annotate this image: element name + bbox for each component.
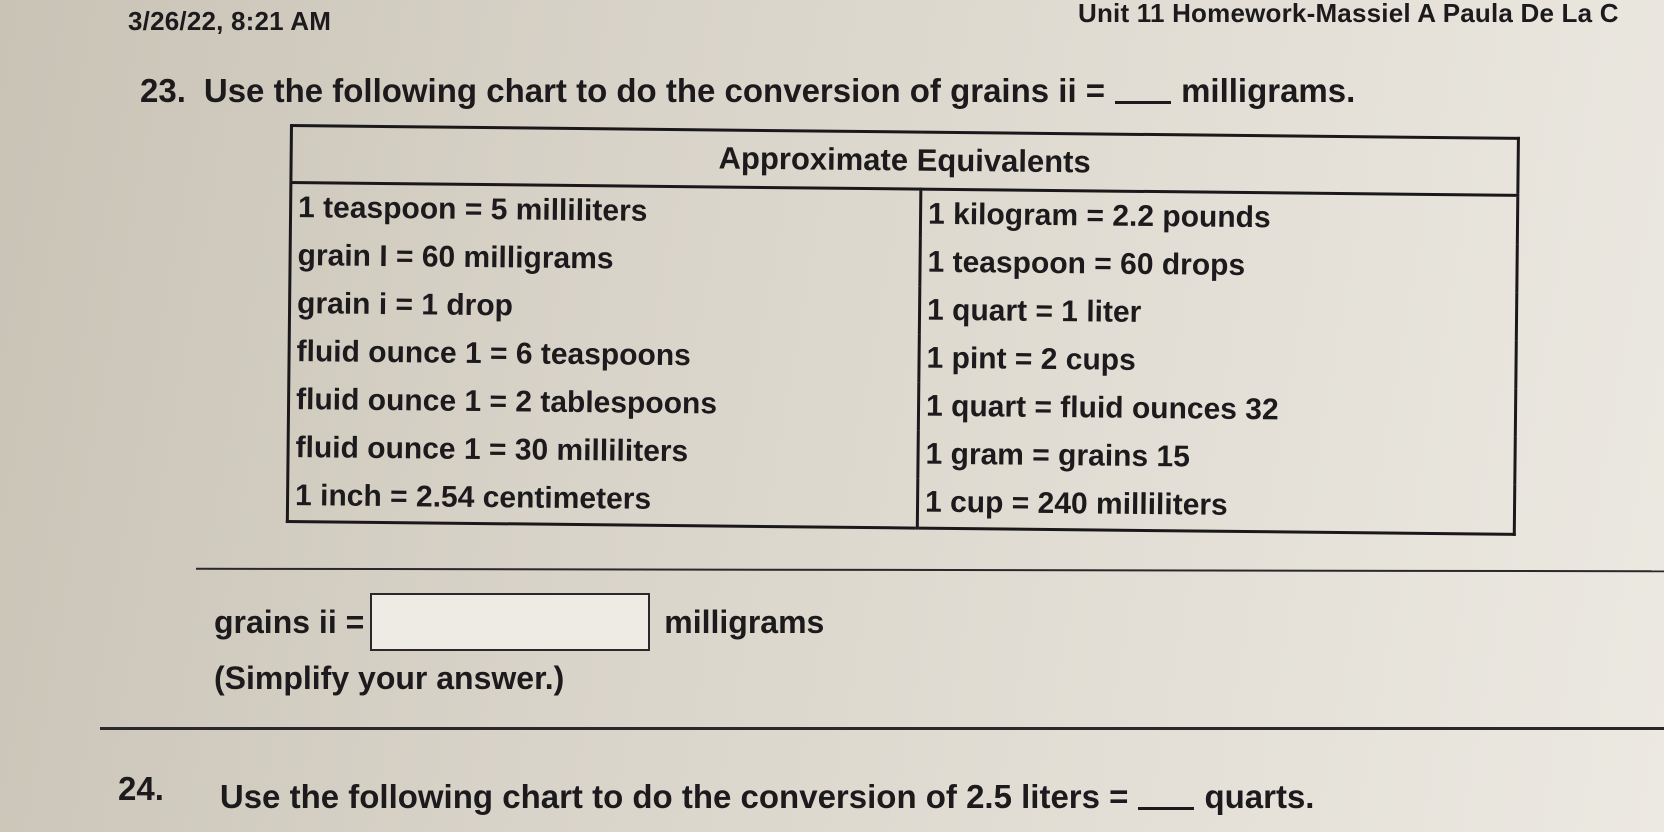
equivalence-right: 1 kilogram = 2.2 pounds xyxy=(927,197,1271,235)
equivalence-right: 1 quart = 1 liter xyxy=(926,293,1142,329)
document-title: Unit 11 Homework-Massiel A Paula De La C xyxy=(1078,0,1619,28)
question-text: Use the following chart to do the conversion of 2.5 liters = xyxy=(219,778,1129,815)
question-unit: milligrams. xyxy=(1181,72,1356,109)
question-unit: quarts. xyxy=(1204,778,1315,815)
equivalence-left: fluid ounce 1 = 2 tablespoons xyxy=(288,376,918,431)
equivalence-left: fluid ounce 1 = 6 teaspoons xyxy=(289,328,919,383)
divider xyxy=(196,568,1664,573)
equivalence-right: 1 teaspoon = 60 drops xyxy=(927,245,1246,283)
equivalence-left: fluid ounce 1 = 30 milliliters xyxy=(288,424,918,479)
equivalence-left: 1 inch = 2.54 centimeters xyxy=(287,472,917,528)
print-timestamp: 3/26/22, 8:21 AM xyxy=(128,6,332,36)
equivalence-left: grain I = 60 milligrams xyxy=(290,232,920,287)
answer-input[interactable] xyxy=(370,593,650,651)
equivalence-left: 1 teaspoon = 5 milliliters xyxy=(290,183,920,239)
simplify-instruction: (Simplify your answer.) xyxy=(214,660,565,696)
question-text: Use the following chart to do the conversion of grains ii = xyxy=(203,72,1106,109)
answer-label: grains ii = xyxy=(214,603,365,640)
equivalence-right: 1 pint = 2 cups xyxy=(926,341,1136,377)
equivalence-left: grain i = 1 drop xyxy=(289,280,919,335)
question-number: 23. xyxy=(140,72,186,109)
answer-unit: milligrams xyxy=(664,603,825,640)
answer-row xyxy=(214,593,824,651)
equivalence-right: 1 cup = 240 milliliters xyxy=(924,485,1228,522)
equivalence-right: 1 gram = grains 15 xyxy=(925,437,1191,474)
answer-blank xyxy=(1115,101,1171,104)
question-number: 24. xyxy=(118,770,164,807)
question-24-prompt xyxy=(118,770,1315,816)
table-title: Approximate Equivalents xyxy=(291,126,1519,196)
question-23-prompt xyxy=(140,72,1355,110)
equivalence-right: 1 quart = fluid ounces 32 xyxy=(925,389,1279,427)
divider xyxy=(100,727,1664,730)
answer-blank xyxy=(1138,807,1194,810)
equivalents-table xyxy=(286,124,1520,536)
